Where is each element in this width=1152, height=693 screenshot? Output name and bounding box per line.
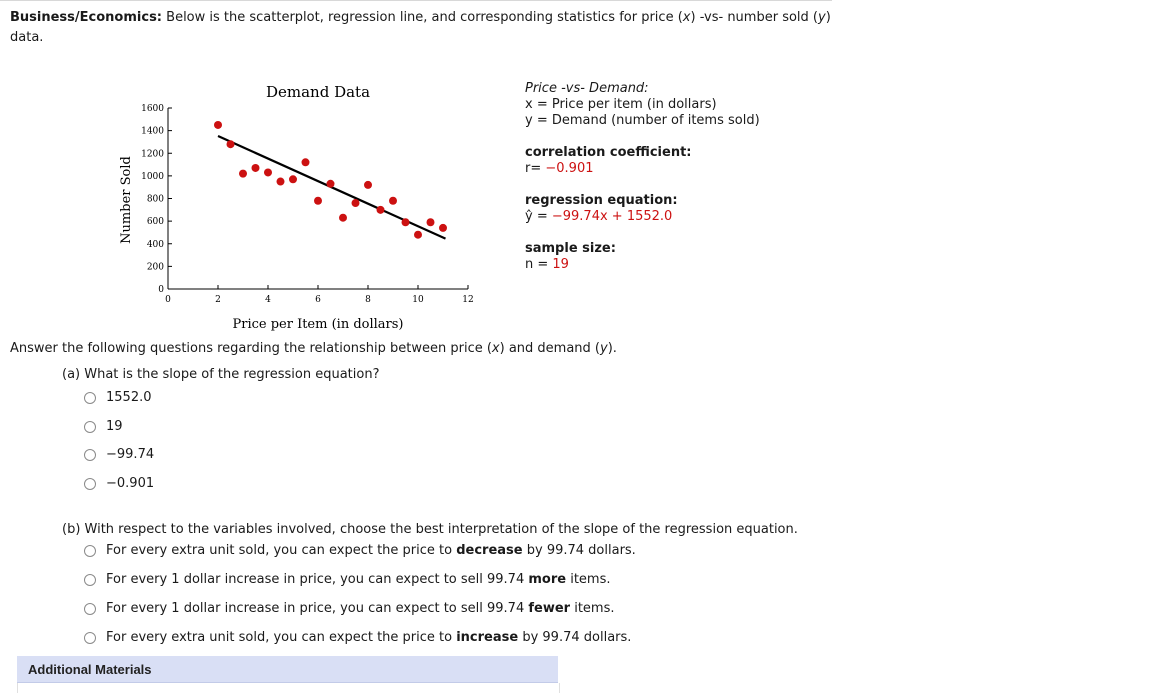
option-text xyxy=(106,630,631,645)
part-b-prompt: (b) With respect to the variables involved, choose the best interpretation of the slope of the regression equation. xyxy=(62,522,798,537)
x-tick-label: 4 xyxy=(265,295,271,305)
y-tick-label: 600 xyxy=(146,217,164,228)
x-tick-label: 12 xyxy=(462,295,474,305)
option-text-pre: For every 1 dollar increase in price, you can expect to sell 99.74 xyxy=(106,601,529,616)
data-point xyxy=(352,199,360,207)
y-tick-label: 1200 xyxy=(141,149,164,160)
correlation-row xyxy=(525,161,760,177)
y-tick-label: 1400 xyxy=(141,126,164,137)
y-axis-label: Number Sold xyxy=(119,156,134,244)
data-point xyxy=(339,214,347,222)
option-text-post: items. xyxy=(566,572,611,587)
y-tick-label: 0 xyxy=(158,285,164,295)
data-point xyxy=(239,170,247,178)
additional-materials-body xyxy=(17,683,560,693)
question-text-2: ) and demand ( xyxy=(499,341,600,356)
part-a-prompt: (a) What is the slope of the regression equation? xyxy=(62,367,380,382)
intro-text-2: ) -vs- number sold ( xyxy=(690,10,818,25)
x-tick-label: 2 xyxy=(215,295,221,305)
radio-button[interactable] xyxy=(84,449,96,461)
radio-button[interactable] xyxy=(84,421,96,433)
radio-button[interactable] xyxy=(84,632,96,644)
question-instructions xyxy=(10,341,617,356)
x-tick-label: 8 xyxy=(365,295,371,305)
option-text-pre: For every extra unit sold, you can expect the price to xyxy=(106,630,457,645)
sample-size-value: 19 xyxy=(552,257,569,272)
intro-var-x: x xyxy=(682,10,691,25)
option-label: 1552.0 xyxy=(106,390,152,405)
option-label: 19 xyxy=(106,419,123,434)
question-var-x: x xyxy=(491,341,500,356)
correlation-prefix: r= xyxy=(525,161,546,176)
x-tick-label: 6 xyxy=(315,295,321,305)
radio-button[interactable] xyxy=(84,545,96,557)
statistics-panel xyxy=(525,81,760,273)
stats-x-definition: x = Price per item (in dollars) xyxy=(525,97,717,112)
part-a-option-2[interactable] xyxy=(84,419,123,434)
intro-topic: Business/Economics: xyxy=(10,10,163,25)
correlation-label: correlation coefficient: xyxy=(525,145,692,160)
data-point xyxy=(327,180,335,188)
chart-title: Demand Data xyxy=(265,83,371,101)
regression-value: −99.74x + 1552.0 xyxy=(551,209,673,224)
data-point xyxy=(414,231,422,239)
x-axis-label: Price per Item (in dollars) xyxy=(232,317,404,332)
question-text-3: ). xyxy=(607,341,617,356)
option-text-pre: For every 1 dollar increase in price, you can expect to sell 99.74 xyxy=(106,572,529,587)
option-text-bold: increase xyxy=(456,630,519,645)
data-point xyxy=(402,218,410,226)
y-tick-label: 1000 xyxy=(141,171,164,182)
option-text xyxy=(106,601,615,616)
option-label: −0.901 xyxy=(106,476,155,491)
data-point xyxy=(214,121,222,129)
regression-label: regression equation: xyxy=(525,193,678,208)
y-tick-label: 1600 xyxy=(141,104,164,114)
data-point xyxy=(302,158,310,166)
data-point xyxy=(227,140,235,148)
part-a-option-3[interactable] xyxy=(84,447,154,462)
part-b-option-3[interactable] xyxy=(84,601,615,616)
stats-title: Price -vs- Demand: xyxy=(525,81,649,96)
regression-prefix: ŷ = xyxy=(525,209,552,224)
data-point xyxy=(314,197,322,205)
option-text-bold: decrease xyxy=(456,543,523,558)
data-point xyxy=(289,175,297,183)
data-point xyxy=(277,178,285,186)
data-point xyxy=(389,197,397,205)
x-tick-label: 10 xyxy=(412,295,424,305)
correlation-value: −0.901 xyxy=(545,161,594,176)
radio-button[interactable] xyxy=(84,392,96,404)
data-point xyxy=(439,224,447,232)
intro-text-3: ) data. xyxy=(10,10,831,45)
x-tick-label: 0 xyxy=(165,295,171,305)
option-text-pre: For every extra unit sold, you can expect the price to xyxy=(106,543,457,558)
option-label: −99.74 xyxy=(106,447,155,462)
option-text-post: items. xyxy=(570,601,615,616)
additional-materials-label: Additional Materials xyxy=(28,662,152,677)
part-a-option-4[interactable] xyxy=(84,476,154,491)
y-tick-label: 200 xyxy=(146,262,164,273)
data-points xyxy=(214,121,447,239)
part-a-option-1[interactable] xyxy=(84,390,152,405)
chart-axes xyxy=(141,104,474,305)
top-divider xyxy=(0,0,832,1)
sample-size-row xyxy=(525,257,760,273)
option-text-bold: more xyxy=(528,572,567,587)
y-tick-label: 800 xyxy=(146,194,164,205)
intro-var-y: y xyxy=(817,10,826,25)
option-text-post: by 99.74 dollars. xyxy=(518,630,632,645)
intro-text-1: Below is the scatterplot, regression line, and corresponding statistics for price ( xyxy=(162,10,683,25)
option-text-bold: fewer xyxy=(528,601,571,616)
sample-size-prefix: n = xyxy=(525,257,553,272)
question-var-y: y xyxy=(600,341,608,356)
additional-materials-header[interactable] xyxy=(17,656,558,683)
part-b-option-2[interactable] xyxy=(84,572,611,587)
data-point xyxy=(427,218,435,226)
radio-button[interactable] xyxy=(84,574,96,586)
data-point xyxy=(264,168,272,176)
sample-size-label: sample size: xyxy=(525,241,616,256)
part-b-option-1[interactable] xyxy=(84,543,636,558)
demand-scatterplot xyxy=(108,76,488,338)
problem-intro xyxy=(10,8,840,48)
option-text xyxy=(106,572,611,587)
radio-button[interactable] xyxy=(84,603,96,615)
data-point xyxy=(377,206,385,214)
data-point xyxy=(364,181,372,189)
radio-button[interactable] xyxy=(84,478,96,490)
part-b-option-4[interactable] xyxy=(84,630,631,645)
regression-row xyxy=(525,209,760,225)
data-point xyxy=(252,164,260,172)
stats-y-definition: y = Demand (number of items sold) xyxy=(525,113,760,128)
option-text xyxy=(106,543,636,558)
y-tick-label: 400 xyxy=(146,239,164,250)
question-text-1: Answer the following questions regarding the relationship between price ( xyxy=(10,341,492,356)
option-text-post: by 99.74 dollars. xyxy=(522,543,636,558)
